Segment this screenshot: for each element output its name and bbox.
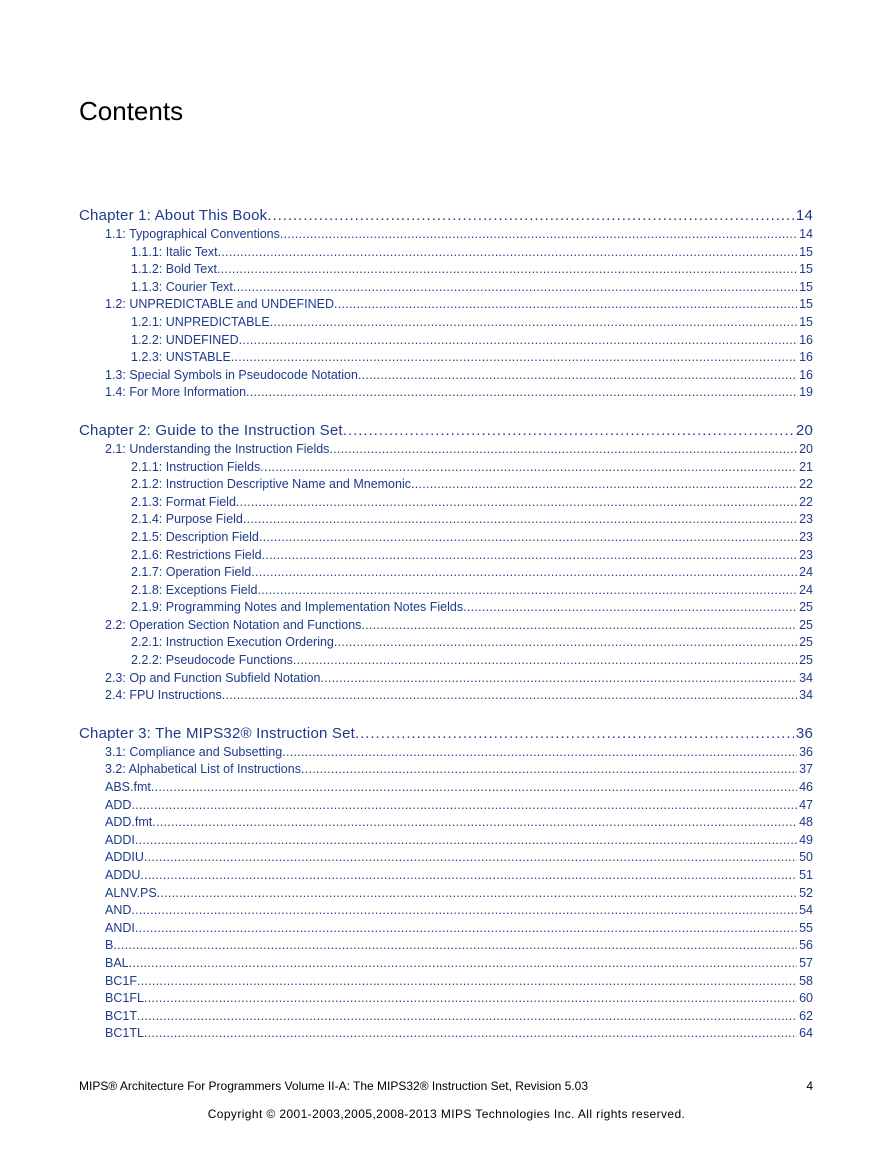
toc-subsection-link[interactable] [79, 460, 813, 478]
toc-entry-page: 50 [799, 850, 813, 865]
toc-dot-leader [411, 477, 797, 491]
toc-section-link[interactable] [79, 815, 813, 833]
toc-section-link[interactable] [79, 868, 813, 886]
toc-entry-label: ADDIU [105, 850, 144, 865]
toc-entry-label: B [105, 938, 114, 953]
chapter-gap [79, 706, 813, 722]
toc-entry-page: 15 [799, 297, 813, 312]
toc-dot-leader [217, 262, 797, 276]
toc-dot-leader [236, 495, 797, 509]
toc-entry-page: 49 [799, 832, 813, 847]
toc-section-link[interactable] [79, 798, 813, 816]
toc-entry-page: 16 [799, 332, 813, 347]
toc-entry-page: 34 [799, 670, 813, 685]
toc-dot-leader [144, 991, 797, 1005]
toc-entry-label: ANDI [105, 920, 135, 935]
toc-dot-leader [233, 280, 797, 294]
toc-subsection-link[interactable] [79, 315, 813, 333]
toc-entry-page: 54 [799, 903, 813, 918]
toc-section-link[interactable] [79, 1026, 813, 1044]
toc-entry-page: 24 [799, 565, 813, 580]
toc-dot-leader [259, 530, 797, 544]
toc-entry-page: 20 [795, 421, 813, 439]
toc-section-link[interactable] [79, 297, 813, 315]
table-of-contents [79, 204, 813, 1044]
toc-entry-page: 14 [799, 227, 813, 241]
toc-dot-leader [246, 385, 797, 399]
toc-entry-page: 23 [799, 512, 813, 527]
toc-entry-label: 1.4: For More Information [105, 385, 247, 400]
toc-section-link[interactable] [79, 833, 813, 851]
toc-chapter-link[interactable] [79, 422, 813, 442]
toc-entry-label: 2.2.2: Pseudocode Functions [131, 653, 293, 668]
toc-entry-label: 2.1.2: Instruction Descriptive Name and Mnemonic [131, 477, 411, 492]
toc-entry-label: 2.1.4: Purpose Field [131, 512, 243, 527]
toc-entry-label: Chapter 2: Guide to the Instruction Set [79, 421, 343, 439]
toc-entry-page: 56 [799, 938, 813, 953]
footer-text: MIPS® Architecture For Programmers Volume II-A: The MIPS32® Instruction Set, Revision 5.03 [79, 1079, 588, 1093]
toc-subsection-link[interactable] [79, 600, 813, 618]
toc-entry-page: 34 [799, 688, 813, 703]
toc-entry-page: 15 [799, 262, 813, 277]
toc-subsection-link[interactable] [79, 280, 813, 298]
toc-dot-leader [251, 565, 797, 579]
toc-section-link[interactable] [79, 385, 813, 403]
toc-section-link[interactable] [79, 745, 813, 763]
toc-chapter-link[interactable] [79, 207, 813, 227]
toc-dot-leader [140, 868, 797, 882]
toc-entry-page: 15 [799, 244, 813, 259]
toc-dot-leader [282, 745, 797, 759]
toc-dot-leader [137, 1009, 797, 1023]
toc-dot-leader [334, 297, 797, 311]
toc-subsection-link[interactable] [79, 653, 813, 671]
toc-dot-leader [135, 921, 797, 935]
page-title: Contents [79, 96, 184, 126]
toc-section-link[interactable] [79, 903, 813, 921]
toc-section-link[interactable] [79, 938, 813, 956]
toc-entry-label: 2.2.1: Instruction Execution Ordering [131, 635, 334, 650]
toc-entry-label: 2.1: Understanding the Instruction Fields [105, 441, 330, 456]
toc-entry-label: 1.1: Typographical Conventions [105, 227, 280, 241]
toc-entry-page: 36 [799, 744, 813, 759]
toc-entry-label: ALNV.PS [105, 885, 157, 900]
toc-dot-leader [152, 815, 797, 829]
toc-dot-leader [135, 833, 797, 847]
toc-dot-leader [301, 762, 797, 776]
toc-dot-leader [334, 635, 797, 649]
toc-entry-page: 19 [799, 385, 813, 400]
toc-entry-label: 2.1.1: Instruction Fields [131, 459, 261, 474]
toc-subsection-link[interactable] [79, 565, 813, 583]
toc-entry-label: 2.1.7: Operation Field [131, 565, 252, 580]
toc-section-link[interactable] [79, 886, 813, 904]
toc-entry-label: 1.2.2: UNDEFINED [131, 332, 239, 347]
footer-page-number: 4 [806, 1079, 813, 1093]
toc-entry-page: 64 [799, 1026, 813, 1041]
toc-entry-label: Chapter 1: About This Book [79, 207, 268, 224]
toc-entry-page: 22 [799, 494, 813, 509]
toc-entry-label: 1.2.3: UNSTABLE [131, 350, 231, 365]
toc-entry-page: 15 [799, 279, 813, 294]
toc-entry-label: 2.2: Operation Section Notation and Functions [105, 617, 362, 632]
toc-subsection-link[interactable] [79, 333, 813, 351]
toc-section-link[interactable] [79, 442, 813, 460]
toc-dot-leader [243, 512, 797, 526]
toc-entry-page: 23 [799, 529, 813, 544]
toc-entry-label: Chapter 3: The MIPS32® Instruction Set [79, 724, 356, 742]
toc-subsection-link[interactable] [79, 530, 813, 548]
toc-entry-page: 25 [799, 600, 813, 615]
toc-dot-leader [343, 422, 794, 439]
toc-entry-page: 51 [799, 868, 813, 882]
toc-section-link[interactable] [79, 991, 813, 1009]
toc-dot-leader [157, 886, 797, 900]
toc-subsection-link[interactable] [79, 548, 813, 566]
page-footer [79, 1079, 813, 1093]
toc-entry-label: BC1F [105, 973, 137, 988]
toc-entry-page: 58 [799, 973, 813, 988]
toc-section-link[interactable] [79, 921, 813, 939]
toc-dot-leader [137, 974, 797, 988]
toc-section-link[interactable] [79, 1009, 813, 1027]
toc-dot-leader [222, 688, 797, 702]
toc-entry-label: 2.1.5: Description Field [131, 529, 259, 544]
toc-entry-page: 57 [799, 955, 813, 970]
toc-dot-leader [239, 333, 797, 347]
toc-entry-page: 21 [799, 459, 813, 474]
toc-entry-page: 16 [799, 350, 813, 365]
toc-entry-page: 60 [799, 991, 813, 1006]
toc-dot-leader [320, 671, 797, 685]
toc-entry-page: 24 [799, 582, 813, 597]
toc-subsection-link[interactable] [79, 245, 813, 263]
toc-entry-page: 22 [799, 477, 813, 492]
toc-entry-label: 2.1.6: Restrictions Field [131, 547, 262, 562]
toc-entry-label: 1.1.1: Italic Text [131, 244, 218, 259]
toc-entry-page: 46 [799, 780, 813, 795]
copyright-notice: Copyright © 2001-2003,2005,2008-2013 MIPS Technologies Inc. All rights reserved. [207, 1107, 686, 1121]
toc-entry-page: 16 [799, 367, 813, 382]
toc-entry-label: BAL [105, 955, 129, 970]
toc-subsection-link[interactable] [79, 262, 813, 280]
toc-entry-label: ADDU [105, 868, 141, 882]
toc-entry-page: 25 [799, 617, 813, 632]
toc-entry-page: 62 [799, 1008, 813, 1023]
toc-entry-label: 2.1.9: Programming Notes and Implementation Notes Fields [131, 600, 464, 615]
toc-dot-leader [355, 725, 794, 742]
toc-entry-page: 55 [799, 920, 813, 935]
toc-section-link[interactable] [79, 688, 813, 706]
toc-dot-leader [262, 548, 797, 562]
toc-section-link[interactable] [79, 618, 813, 636]
toc-subsection-link[interactable] [79, 512, 813, 530]
toc-dot-leader [218, 245, 797, 259]
toc-section-link[interactable] [79, 956, 813, 974]
toc-section-link[interactable] [79, 974, 813, 992]
toc-entry-page: 23 [799, 547, 813, 562]
toc-dot-leader [231, 350, 797, 364]
toc-entry-page: 20 [799, 441, 813, 456]
toc-entry-page: 47 [799, 797, 813, 812]
toc-subsection-link[interactable] [79, 583, 813, 601]
toc-dot-leader [267, 207, 794, 224]
toc-entry-label: 1.3: Special Symbols in Pseudocode Notation [105, 367, 358, 382]
toc-dot-leader [280, 227, 797, 241]
toc-entry-page: 25 [799, 653, 813, 668]
toc-section-link[interactable] [79, 762, 813, 780]
toc-dot-leader [151, 780, 797, 794]
toc-entry-label: AND [105, 903, 132, 918]
toc-dot-leader [361, 618, 797, 632]
toc-dot-leader [293, 653, 797, 667]
toc-entry-label: 1.1.3: Courier Text [131, 279, 233, 294]
toc-entry-page: 14 [795, 207, 813, 224]
toc-entry-label: 1.1.2: Bold Text [131, 262, 217, 277]
toc-entry-page: 15 [799, 314, 813, 329]
toc-entry-label: 1.2.1: UNPREDICTABLE [131, 314, 270, 329]
toc-entry-page: 52 [799, 885, 813, 900]
toc-subsection-link[interactable] [79, 495, 813, 513]
toc-entry-label: 2.1.8: Exceptions Field [131, 582, 258, 597]
toc-entry-label: ABS.fmt [105, 780, 151, 795]
toc-entry-label: ADD [105, 797, 132, 812]
toc-section-link[interactable] [79, 227, 813, 245]
toc-subsection-link[interactable] [79, 477, 813, 495]
toc-entry-label: ADDI [105, 832, 135, 847]
toc-dot-leader [260, 460, 797, 474]
toc-dot-leader [144, 850, 797, 864]
toc-entry-page: 36 [795, 724, 813, 742]
toc-dot-leader [463, 600, 797, 614]
toc-entry-label: 2.4: FPU Instructions [105, 688, 222, 703]
toc-entry-label: BC1TL [105, 1026, 144, 1041]
toc-dot-leader [257, 583, 797, 597]
toc-dot-leader [270, 315, 797, 329]
chapter-gap [79, 403, 813, 419]
toc-chapter-link[interactable] [79, 725, 813, 745]
toc-entry-page: 25 [799, 635, 813, 650]
toc-dot-leader [144, 1026, 797, 1040]
toc-entry-label: 3.1: Compliance and Subsetting [105, 744, 283, 759]
toc-section-link[interactable] [79, 671, 813, 689]
toc-entry-label: 1.2: UNPREDICTABLE and UNDEFINED [105, 297, 334, 312]
toc-entry-page: 37 [799, 762, 813, 777]
toc-entry-label: BC1T [105, 1008, 137, 1023]
toc-entry-label: BC1FL [105, 991, 144, 1006]
toc-dot-leader [329, 442, 797, 456]
toc-entry-label: 3.2: Alphabetical List of Instructions [105, 762, 301, 777]
toc-subsection-link[interactable] [79, 350, 813, 368]
toc-section-link[interactable] [79, 368, 813, 386]
toc-dot-leader [358, 368, 797, 382]
toc-section-link[interactable] [79, 850, 813, 868]
toc-dot-leader [113, 938, 797, 952]
toc-subsection-link[interactable] [79, 635, 813, 653]
toc-entry-label: 2.1.3: Format Field [131, 494, 236, 509]
toc-dot-leader [131, 798, 797, 812]
toc-entry-page: 48 [799, 815, 813, 830]
toc-dot-leader [129, 956, 797, 970]
toc-section-link[interactable] [79, 780, 813, 798]
toc-entry-label: ADD.fmt [105, 815, 153, 830]
toc-dot-leader [131, 903, 797, 917]
toc-entry-label: 2.3: Op and Function Subfield Notation [105, 670, 321, 685]
